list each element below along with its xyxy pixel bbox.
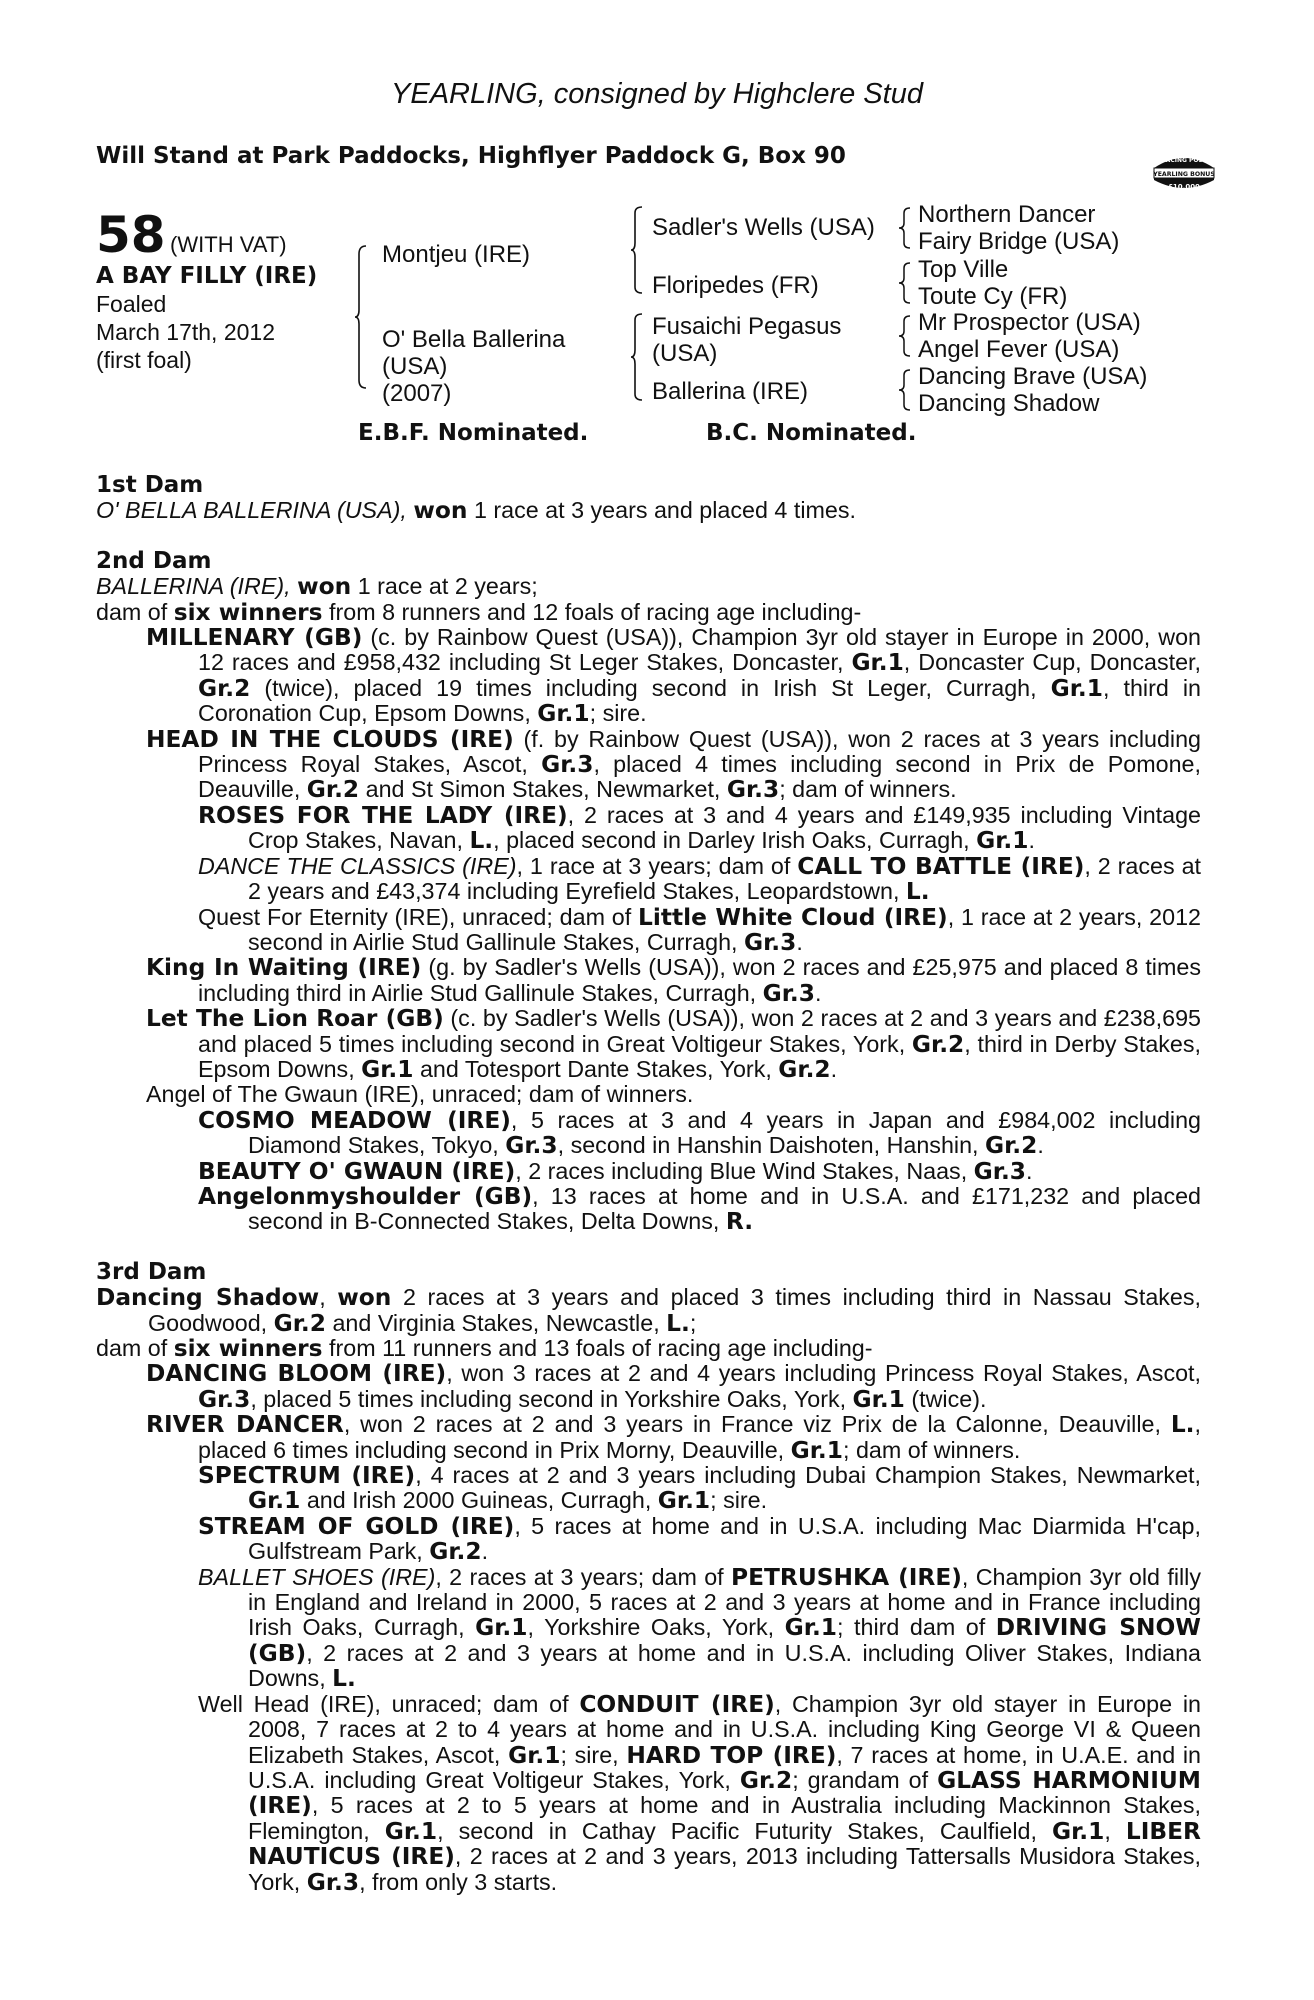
pedigree-brace-dd bbox=[898, 368, 912, 412]
progeny-entry: Angelonmyshoulder (GB), 13 races at home and in U.S.A. and £171,232 and placed second in B-Connected Stakes, Delta Downs, R. bbox=[198, 1182, 1201, 1236]
progeny-entry: BEAUTY O' GWAUN (IRE), 2 races including Blue Wind Stakes, Naas, Gr.3. bbox=[198, 1157, 1033, 1185]
third-dam-dam-of: dam of bbox=[96, 1335, 174, 1361]
second-dam-winners: six winners bbox=[173, 598, 323, 626]
third-dam-record-3: ; bbox=[689, 1309, 697, 1336]
pedigree-sss: Northern Dancer bbox=[918, 201, 1096, 228]
third-dam-record-2: and Virginia Stakes, Newcastle, bbox=[326, 1309, 667, 1336]
pedigree-brace-dam bbox=[630, 312, 644, 402]
pedigree-brace-sd bbox=[898, 261, 912, 305]
pedigree-dam-sire-line2: (USA) bbox=[652, 340, 718, 367]
pedigree-sire: Montjeu (IRE) bbox=[382, 241, 531, 268]
pedigree-sire-dam: Floripedes (FR) bbox=[652, 272, 819, 299]
second-dam-text bbox=[96, 574, 1201, 599]
third-dam-listed: L. bbox=[666, 1309, 690, 1337]
progeny-entry: Quest For Eternity (IRE), unraced; dam of Little White Cloud (IRE), 1 race at 2 years, 2012 second in Airlie Stud Gallinule Stakes, Curragh, Gr.3. bbox=[198, 903, 1201, 956]
yearling-bonus-badge bbox=[1150, 146, 1218, 198]
badge-bottom-text: £10,000 bbox=[1168, 183, 1200, 191]
third-dam-produce bbox=[96, 1336, 1201, 1361]
lot-name: A BAY FILLY (IRE) bbox=[96, 263, 318, 289]
progeny-entry: DANCING BLOOM (IRE), won 3 races at 2 and 4 years including Princess Royal Stakes, Ascot, Gr.3, placed 5 times including second in Yorkshire Oaks, York, Gr.1 (twice). bbox=[146, 1360, 1201, 1413]
pedigree-sdd: Toute Cy (FR) bbox=[918, 283, 1068, 310]
ebf-nominated: E.B.F. Nominated. bbox=[358, 420, 589, 446]
progeny-entry: Angel of The Gwaun (IRE), unraced; dam of winners. bbox=[146, 1081, 694, 1108]
pedigree-dds: Dancing Brave (USA) bbox=[918, 363, 1148, 390]
progeny-entry: STREAM OF GOLD (IRE), 5 races at home and in U.S.A. including Mac Diarmida H'cap, Gulfstream Park, Gr.2. bbox=[198, 1512, 1201, 1566]
pedigree-ssd: Fairy Bridge (USA) bbox=[918, 228, 1120, 255]
second-dam-heading: 2nd Dam bbox=[96, 547, 212, 574]
progeny-entry: Well Head (IRE), unraced; dam of CONDUIT (IRE), Champion 3yr old stayer in Europe in 2008, 7 races at 2 to 4 years at home and in U.S.A. including King George VI & Queen Elizabeth Stakes, Ascot, Gr.1; sire, HARD TOP (IRE), 7 races at home, in U.A.E. and in U.S.A. including Great Voltigeur Stakes, York, Gr.2; grandam of GLASS HARMONIUM (IRE), 5 races at 2 to 5 years at home and in Australia including Mackinnon Stakes, Flemington, Gr.1, second in Cathay Pacific Futurity Stakes, Caulfield, Gr.1, LIBER NAUTICUS (IRE), 2 races at 2 and 3 years, 2013 including Tattersalls Musidora Stakes, York, Gr.3, from only 3 starts. bbox=[198, 1690, 1202, 1896]
pedigree-brace-ss bbox=[898, 206, 912, 250]
pedigree-brace-ds bbox=[898, 314, 912, 358]
progeny-entry: ROSES FOR THE LADY (IRE), 2 races at 3 and 4 years and £149,935 including Vintage Crop Stakes, Navan, L., placed second in Darley Irish Oaks, Curragh, Gr.1. bbox=[198, 801, 1201, 855]
third-dam-heading: 3rd Dam bbox=[96, 1258, 207, 1285]
first-dam-won: won bbox=[413, 497, 468, 525]
pedigree-dam-dam: Ballerina (IRE) bbox=[652, 378, 809, 405]
foaled-date: March 17th, 2012 bbox=[96, 319, 276, 345]
first-dam-record: 1 race at 3 years and placed 4 times. bbox=[467, 497, 856, 524]
third-dam-record: 2 races at 3 years and placed 3 times including third in Nassau Stakes, Goodwood, bbox=[148, 1284, 1201, 1336]
foal-note: (first foal) bbox=[96, 347, 192, 373]
second-dam-won: won bbox=[297, 573, 352, 601]
lot-number: 58 bbox=[96, 206, 166, 264]
page-title: YEARLING, consigned by Highclere Stud bbox=[391, 78, 923, 110]
pedigree-dam bbox=[382, 326, 565, 407]
progeny-entry: BALLET SHOES (IRE), 2 races at 3 years; dam of PETRUSHKA (IRE), Champion 3yr old filly in England and Ireland in 2000, 5 races at 2 and 3 years at home and in France including Irish Oaks, Curragh, Gr.1, Yorkshire Oaks, York, Gr.1; third dam of DRIVING SNOW (GB), 2 races at 2 and 3 years at home and in U.S.A. including Oliver Stakes, Indiana Downs, L. bbox=[198, 1563, 1201, 1693]
progeny-entry: COSMO MEADOW (IRE), 5 races at 3 and 4 years in Japan and £984,002 including Diamond Stakes, Tokyo, Gr.3, second in Hanshin Daishoten, Hanshin, Gr.2. bbox=[198, 1106, 1201, 1160]
second-dam-produce bbox=[96, 600, 1201, 625]
progeny-entry: Let The Lion Roar (GB) (c. by Sadler's Wells (USA)), won 2 races at 2 and 3 years and £238,695 and placed 5 times including second in Great Voltigeur Stakes, York, Gr.2, third in Derby Stakes, Epsom Downs, Gr.1 and Totesport Dante Stakes, York, Gr.2. bbox=[146, 1005, 1201, 1083]
produce-record bbox=[96, 473, 1201, 1895]
lot-details bbox=[96, 262, 317, 374]
lot-vat: (WITH VAT) bbox=[170, 232, 287, 257]
pedigree-sds: Top Ville bbox=[918, 256, 1009, 283]
first-dam-name: O' BELLA BALLERINA (USA), bbox=[96, 497, 407, 524]
foaled-label: Foaled bbox=[96, 291, 167, 317]
third-dam-foals: from 11 runners and 13 foals of racing age including- bbox=[322, 1335, 873, 1361]
pedigree-dam-sire-line1: Fusaichi Pegasus bbox=[652, 313, 842, 340]
badge-mid-text: YEARLING BONUS bbox=[1153, 171, 1215, 178]
progeny-entry: RIVER DANCER, won 2 races at 2 and 3 years in France viz Prix de la Calonne, Deauville, L., placed 6 times including second in Prix Morny, Deauville, Gr.1; dam of winners. bbox=[146, 1411, 1202, 1464]
third-dam-name: Dancing Shadow bbox=[96, 1284, 320, 1312]
pedigree-dam-sire bbox=[652, 313, 841, 367]
progeny-entry: DANCE THE CLASSICS (IRE), 1 race at 3 years; dam of CALL TO BATTLE (IRE), 2 races at 2 years and £43,374 including Eyrefield Stakes, Leopardstown, L. bbox=[198, 852, 1202, 906]
progeny-entry: SPECTRUM (IRE), 4 races at 2 and 3 years including Dubai Champion Stakes, Newmarket, Gr.1 and Irish 2000 Guineas, Curragh, Gr.1; sire. bbox=[198, 1462, 1201, 1515]
third-dam-winners: six winners bbox=[173, 1335, 323, 1362]
second-dam-name: BALLERINA (IRE), bbox=[96, 573, 291, 600]
bc-nominated: B.C. Nominated. bbox=[706, 420, 917, 446]
pedigree-dam-line3: (2007) bbox=[382, 380, 452, 407]
pedigree-brace-parents bbox=[354, 244, 368, 390]
first-dam-text bbox=[96, 498, 1201, 523]
third-dam-text: Dancing Shadow, won 2 races at 3 years and placed 3 times including third in Nassau Stakes, Goodwood, Gr.2 and Virginia Stakes, Newcastle, L.; bbox=[96, 1284, 1201, 1337]
progeny-entry: King In Waiting (IRE) (g. by Sadler's Wells (USA)), won 2 races and £25,975 and placed 8 times including third in Airlie Stud Gallinule Stakes, Curragh, Gr.3. bbox=[146, 954, 1201, 1007]
third-dam-grade: Gr.2 bbox=[273, 1309, 326, 1337]
first-dam-heading: 1st Dam bbox=[96, 472, 204, 498]
second-dam-dam-of: dam of bbox=[96, 598, 174, 625]
progeny-entry: HEAD IN THE CLOUDS (IRE) (f. by Rainbow Quest (USA)), won 2 races at 3 years including Princess Royal Stakes, Ascot, Gr.3, placed 4 times including second in Prix de Pomone, Deauville, Gr.2 and St Simon Stakes, Newmarket, Gr.3; dam of winners. bbox=[146, 725, 1201, 804]
badge-top-text: RACING POST bbox=[1161, 157, 1207, 164]
progeny-entry: MILLENARY (GB) (c. by Rainbow Quest (USA)), Champion 3yr old stayer in Europe in 2000, won 12 races and £958,432 including St Leger Stakes, Doncaster, Gr.1, Doncaster Cup, Doncaster, Gr.2 (twice), placed 19 times including second in Irish St Leger, Curragh, Gr.1, third in Coronation Cup, Epsom Downs, Gr.1; sire. bbox=[146, 624, 1201, 728]
pedigree-dss: Mr Prospector (USA) bbox=[918, 309, 1141, 336]
pedigree-dam-line1: O' Bella Ballerina bbox=[382, 326, 566, 353]
third-dam-won: won bbox=[337, 1284, 392, 1312]
second-dam-foals: from 8 runners and 12 foals of racing age including- bbox=[322, 598, 862, 625]
pedigree-dam-line2: (USA) bbox=[382, 353, 448, 380]
stand-location: Will Stand at Park Paddocks, Highflyer Paddock G, Box 90 bbox=[96, 143, 846, 169]
pedigree-ddd: Dancing Shadow bbox=[918, 390, 1100, 417]
pedigree-brace-sire bbox=[630, 205, 644, 295]
lot-heading bbox=[96, 206, 287, 264]
pedigree-dsd: Angel Fever (USA) bbox=[918, 336, 1120, 363]
pedigree-sire-sire: Sadler's Wells (USA) bbox=[652, 214, 875, 241]
second-dam-record: 1 race at 2 years; bbox=[351, 573, 538, 600]
